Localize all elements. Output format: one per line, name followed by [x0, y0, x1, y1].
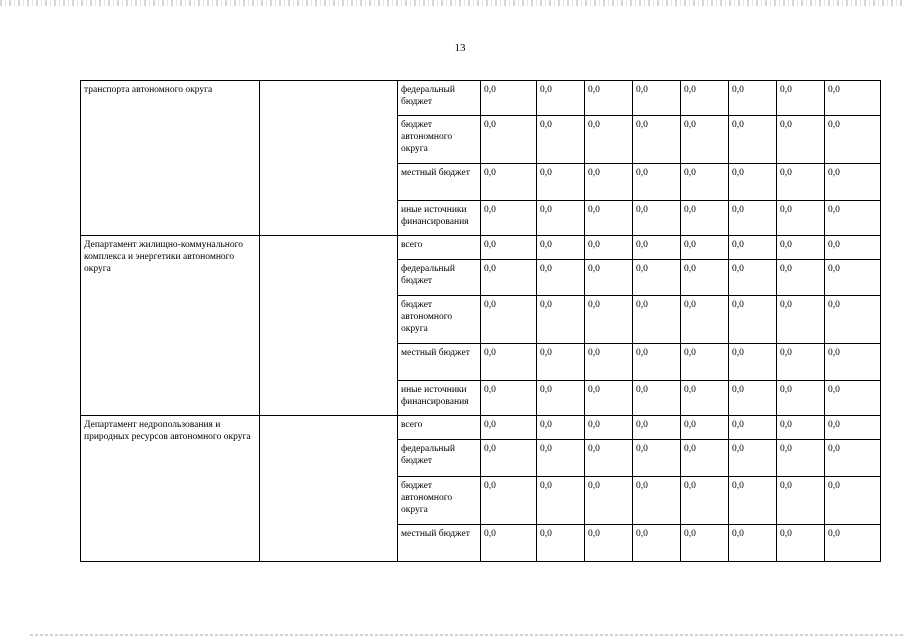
- value-cell: 0,0: [681, 116, 729, 164]
- value-cell: 0,0: [481, 296, 537, 344]
- value-cell: 0,0: [729, 164, 777, 201]
- funding-source: всего: [398, 236, 481, 260]
- value-cell: 0,0: [481, 381, 537, 416]
- page-number: 13: [454, 42, 466, 54]
- value-cell: 0,0: [825, 296, 881, 344]
- value-cell: 0,0: [681, 416, 729, 440]
- table-row: [81, 236, 881, 260]
- value-cell: 0,0: [681, 440, 729, 477]
- value-cell: 0,0: [681, 201, 729, 236]
- value-cell: 0,0: [681, 381, 729, 416]
- value-cell: 0,0: [481, 344, 537, 381]
- value-cell: 0,0: [633, 477, 681, 525]
- value-cell: 0,0: [633, 440, 681, 477]
- value-cell: 0,0: [825, 164, 881, 201]
- value-cell: 0,0: [825, 344, 881, 381]
- value-cell: 0,0: [537, 164, 585, 201]
- value-cell: 0,0: [825, 416, 881, 440]
- value-cell: 0,0: [481, 236, 537, 260]
- organization-name: транспорта автономного округа: [81, 81, 260, 236]
- value-cell: 0,0: [633, 525, 681, 562]
- value-cell: 0,0: [537, 477, 585, 525]
- funding-source: местный бюджет: [398, 164, 481, 201]
- value-cell: 0,0: [537, 260, 585, 296]
- value-cell: 0,0: [537, 296, 585, 344]
- value-cell: 0,0: [633, 116, 681, 164]
- value-cell: 0,0: [777, 116, 825, 164]
- table-row: [81, 81, 881, 116]
- value-cell: 0,0: [633, 164, 681, 201]
- value-cell: 0,0: [633, 81, 681, 116]
- value-cell: 0,0: [729, 440, 777, 477]
- value-cell: 0,0: [777, 416, 825, 440]
- value-cell: 0,0: [777, 260, 825, 296]
- value-cell: 0,0: [633, 416, 681, 440]
- value-cell: 0,0: [537, 344, 585, 381]
- value-cell: 0,0: [585, 416, 633, 440]
- value-cell: 0,0: [537, 525, 585, 562]
- value-cell: 0,0: [825, 260, 881, 296]
- organization-name: Департамент жилищно-коммунального комплекса и энергетики автономного округа: [81, 236, 260, 416]
- value-cell: 0,0: [681, 477, 729, 525]
- empty-cell: [260, 416, 398, 562]
- value-cell: 0,0: [633, 344, 681, 381]
- table-row: [81, 416, 881, 440]
- value-cell: 0,0: [729, 381, 777, 416]
- funding-source: местный бюджет: [398, 525, 481, 562]
- value-cell: 0,0: [537, 440, 585, 477]
- value-cell: 0,0: [729, 477, 777, 525]
- value-cell: 0,0: [585, 525, 633, 562]
- value-cell: 0,0: [777, 201, 825, 236]
- funding-source: федеральный бюджет: [398, 440, 481, 477]
- funding-source: местный бюджет: [398, 344, 481, 381]
- value-cell: 0,0: [537, 236, 585, 260]
- value-cell: 0,0: [729, 201, 777, 236]
- scan-noise-bottom: [30, 634, 905, 636]
- value-cell: 0,0: [633, 381, 681, 416]
- value-cell: 0,0: [729, 236, 777, 260]
- budget-table: [80, 80, 881, 562]
- value-cell: 0,0: [481, 116, 537, 164]
- value-cell: 0,0: [681, 260, 729, 296]
- funding-source: федеральный бюджет: [398, 81, 481, 116]
- value-cell: 0,0: [681, 344, 729, 381]
- value-cell: 0,0: [585, 116, 633, 164]
- value-cell: 0,0: [537, 416, 585, 440]
- value-cell: 0,0: [585, 201, 633, 236]
- value-cell: 0,0: [681, 164, 729, 201]
- value-cell: 0,0: [825, 381, 881, 416]
- value-cell: 0,0: [825, 236, 881, 260]
- organization-name: Департамент недропользования и природных ресурсов автономного округа: [81, 416, 260, 562]
- value-cell: 0,0: [777, 381, 825, 416]
- value-cell: 0,0: [777, 164, 825, 201]
- value-cell: 0,0: [729, 116, 777, 164]
- value-cell: 0,0: [481, 164, 537, 201]
- value-cell: 0,0: [825, 116, 881, 164]
- funding-source: бюджет автономного округа: [398, 116, 481, 164]
- value-cell: 0,0: [825, 81, 881, 116]
- value-cell: 0,0: [537, 81, 585, 116]
- value-cell: 0,0: [777, 477, 825, 525]
- value-cell: 0,0: [585, 344, 633, 381]
- value-cell: 0,0: [537, 116, 585, 164]
- value-cell: 0,0: [585, 296, 633, 344]
- value-cell: 0,0: [729, 525, 777, 562]
- value-cell: 0,0: [481, 81, 537, 116]
- value-cell: 0,0: [729, 296, 777, 344]
- funding-source: бюджет автономного округа: [398, 477, 481, 525]
- value-cell: 0,0: [681, 236, 729, 260]
- value-cell: 0,0: [729, 416, 777, 440]
- value-cell: 0,0: [681, 81, 729, 116]
- value-cell: 0,0: [681, 525, 729, 562]
- value-cell: 0,0: [585, 440, 633, 477]
- value-cell: 0,0: [633, 296, 681, 344]
- funding-source: иные источники финансирования: [398, 201, 481, 236]
- value-cell: 0,0: [585, 477, 633, 525]
- value-cell: 0,0: [825, 477, 881, 525]
- value-cell: 0,0: [633, 201, 681, 236]
- value-cell: 0,0: [777, 296, 825, 344]
- funding-source: иные источники финансирования: [398, 381, 481, 416]
- value-cell: 0,0: [777, 525, 825, 562]
- value-cell: 0,0: [633, 260, 681, 296]
- budget-table-body: [81, 81, 881, 562]
- value-cell: 0,0: [825, 525, 881, 562]
- value-cell: 0,0: [633, 236, 681, 260]
- funding-source: всего: [398, 416, 481, 440]
- value-cell: 0,0: [537, 201, 585, 236]
- value-cell: 0,0: [481, 477, 537, 525]
- empty-cell: [260, 81, 398, 236]
- value-cell: 0,0: [481, 416, 537, 440]
- value-cell: 0,0: [481, 440, 537, 477]
- value-cell: 0,0: [585, 236, 633, 260]
- value-cell: 0,0: [481, 525, 537, 562]
- value-cell: 0,0: [825, 440, 881, 477]
- value-cell: 0,0: [481, 201, 537, 236]
- value-cell: 0,0: [481, 260, 537, 296]
- value-cell: 0,0: [729, 260, 777, 296]
- value-cell: 0,0: [777, 81, 825, 116]
- value-cell: 0,0: [585, 164, 633, 201]
- funding-source: бюджет автономного округа: [398, 296, 481, 344]
- value-cell: 0,0: [777, 236, 825, 260]
- value-cell: 0,0: [825, 201, 881, 236]
- funding-source: федеральный бюджет: [398, 260, 481, 296]
- empty-cell: [260, 236, 398, 416]
- scan-noise-top: [0, 0, 905, 6]
- value-cell: 0,0: [585, 381, 633, 416]
- value-cell: 0,0: [537, 381, 585, 416]
- value-cell: 0,0: [585, 260, 633, 296]
- value-cell: 0,0: [777, 344, 825, 381]
- value-cell: 0,0: [729, 81, 777, 116]
- value-cell: 0,0: [585, 81, 633, 116]
- value-cell: 0,0: [729, 344, 777, 381]
- value-cell: 0,0: [777, 440, 825, 477]
- value-cell: 0,0: [681, 296, 729, 344]
